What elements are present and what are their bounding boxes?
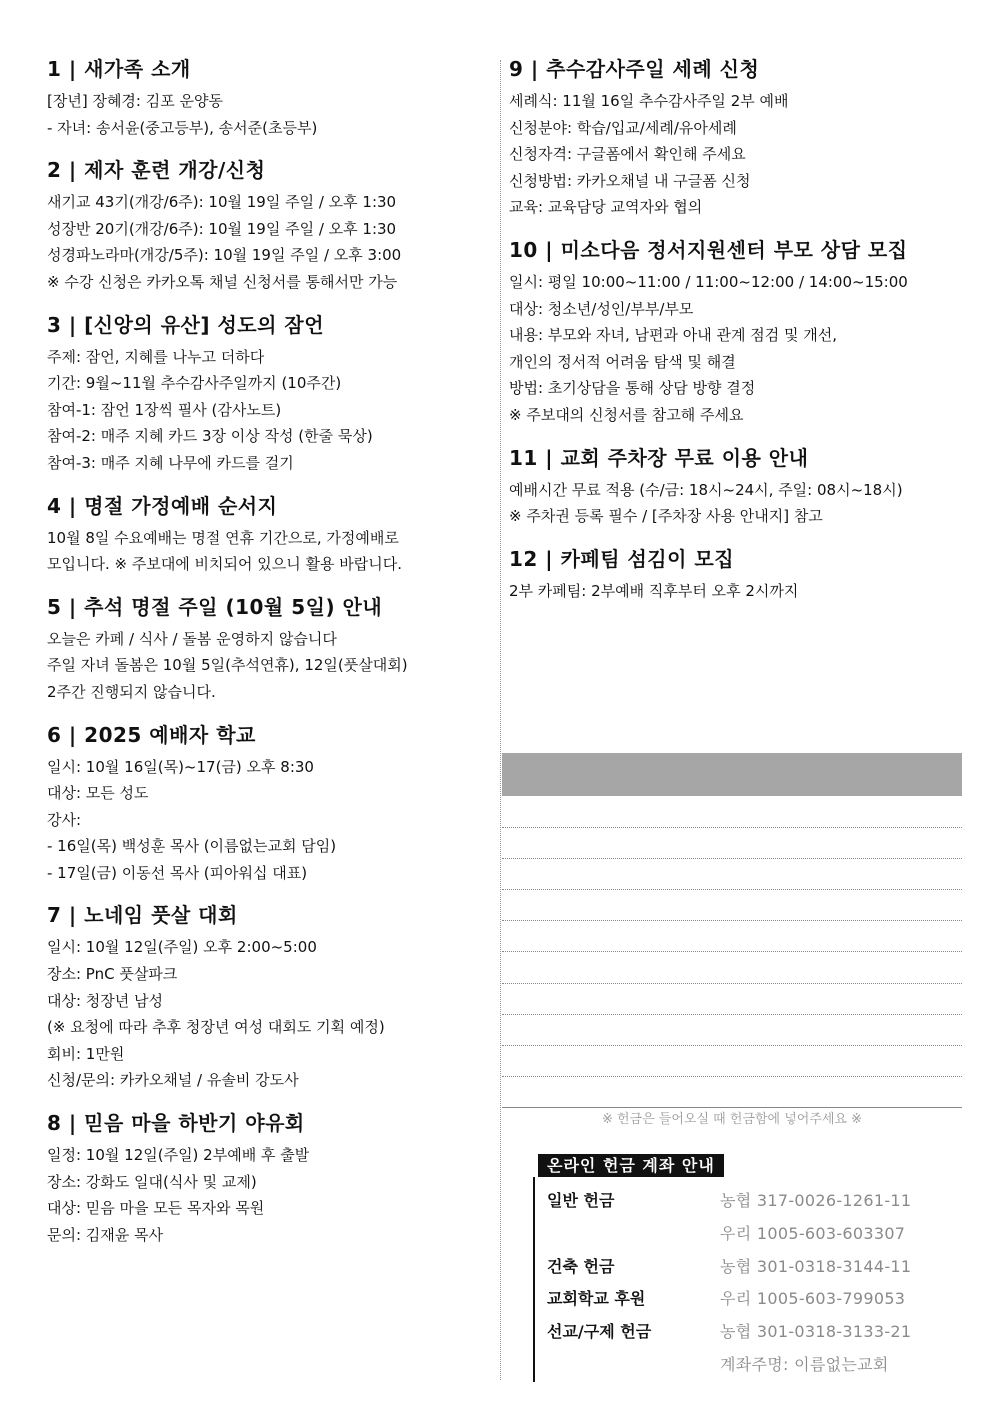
account-name: 선교/구제 헌금 [547, 1322, 652, 1341]
section-line: ※ 수강 신청은 카카오톡 채널 신청서를 통해서만 가능 [47, 272, 398, 291]
section-line: 일시: 평일 10:00~11:00 / 11:00~12:00 / 14:00~15:00 [509, 272, 908, 291]
section-line: 대상: 믿음 마을 모든 목자와 목원 [47, 1199, 265, 1218]
notes-header-bar [502, 753, 962, 796]
section-line: 회비: 1만원 [47, 1044, 125, 1063]
section-line: 대상: 모든 성도 [47, 784, 149, 803]
right-column [509, 56, 964, 604]
account-holder: 계좌주명: 이름없는교회 [720, 1355, 889, 1374]
section-discipleship [47, 157, 487, 295]
section-cafe-team [509, 546, 964, 605]
account-name: 교회학교 후원 [547, 1289, 646, 1308]
account-number: 우리 1005-603-799053 [720, 1289, 906, 1308]
online-offering-title: 온라인 헌금 계좌 안내 [538, 1154, 724, 1177]
column-divider [500, 60, 501, 1380]
section-parking [509, 445, 964, 530]
section-new-family [47, 56, 487, 141]
section-line: ※ 주차권 등록 필수 / [주차장 사용 안내지] 참고 [509, 507, 823, 526]
offering-note: ※ 헌금은 들어오실 때 헌금함에 넣어주세요 ※ [601, 1112, 863, 1127]
section-line: 10월 8일 수요예배는 명절 연휴 기간으로, 가정예배로 [47, 528, 399, 547]
section-line: 오늘은 카페 / 식사 / 돌봄 운영하지 않습니다 [47, 629, 337, 648]
section-line: 교육: 교육담당 교역자와 협의 [509, 198, 703, 217]
section-line: - 자녀: 송서윤(중고등부), 송서준(초등부) [47, 118, 318, 137]
section-line: 일정: 10월 12일(주일) 2부예배 후 출발 [47, 1146, 310, 1165]
section-line: 문의: 김재윤 목사 [47, 1225, 164, 1244]
section-line: 참여-2: 매주 지혜 카드 3장 이상 작성 (한줄 묵상) [47, 427, 373, 446]
section-chuseok [47, 594, 487, 706]
section-title: 4 | 명절 가정예배 순서지 [47, 493, 278, 518]
account-number: 농협 317-0026-1261-11 [720, 1191, 912, 1210]
section-family-worship [47, 493, 487, 578]
section-line: 2부 카페팀: 2부예배 직후부터 오후 2시까지 [509, 581, 799, 600]
section-line: 방법: 초기상담을 통해 상담 방향 결정 [509, 379, 756, 398]
account-number: 농협 301-0318-3133-21 [720, 1322, 912, 1341]
section-title: 11 | 교회 주차장 무료 이용 안내 [509, 445, 809, 470]
section-title: 5 | 추석 명절 주일 (10월 5일) 안내 [47, 594, 383, 619]
note-line [502, 1076, 962, 1077]
section-line: 2주간 진행되지 않습니다. [47, 682, 216, 701]
section-line: 내용: 부모와 자녀, 남편과 아내 관계 점검 및 개선, [509, 326, 838, 345]
account-number: 농협 301-0318-3144-11 [720, 1257, 912, 1276]
section-picnic [47, 1110, 487, 1248]
section-title: 6 | 2025 예배자 학교 [47, 722, 256, 747]
account-number: 우리 1005-603-603307 [720, 1224, 906, 1243]
left-column [47, 56, 487, 1248]
note-line [502, 858, 962, 859]
section-line: 대상: 청장년 남성 [47, 991, 164, 1010]
section-line: 일시: 10월 16일(목)~17(금) 오후 8:30 [47, 757, 314, 776]
section-line: ※ 주보대의 신청서를 참고해 주세요 [509, 405, 744, 424]
note-line [502, 1014, 962, 1015]
section-title: 12 | 카페팀 섬김이 모집 [509, 546, 735, 571]
section-line: 일시: 10월 12일(주일) 오후 2:00~5:00 [47, 938, 317, 957]
section-title: 7 | 노네임 풋살 대회 [47, 903, 238, 928]
section-line: 신청방법: 카카오채널 내 구글폼 신청 [509, 171, 751, 190]
section-line: 성장반 20기(개강/6주): 10월 19일 주일 / 오후 1:30 [47, 219, 397, 238]
section-line: 주제: 잠언, 지혜를 나누고 더하다 [47, 347, 265, 366]
account-name: 일반 헌금 [547, 1191, 615, 1210]
note-line [502, 920, 962, 921]
section-line: 장소: PnC 풋살파크 [47, 965, 178, 984]
section-line: 예배시간 무료 적용 (수/금: 18시~24시, 주일: 08시~18시) [509, 480, 903, 499]
section-line: 주일 자녀 돌봄은 10월 5일(추석연휴), 12일(풋살대회) [47, 656, 408, 675]
section-line: 신청분야: 학습/입교/세례/유아세례 [509, 118, 737, 137]
note-line [502, 951, 962, 952]
section-line: 장소: 강화도 일대(식사 및 교제) [47, 1172, 257, 1191]
section-line: (※ 요청에 따라 추후 청장년 여성 대회도 기획 예정) [47, 1018, 385, 1037]
section-line: 강사: [47, 810, 82, 829]
section-worship-school [47, 722, 487, 887]
account-name: 건축 헌금 [547, 1257, 615, 1276]
section-title: 10 | 미소다음 정서지원센터 부모 상담 모집 [509, 237, 908, 262]
section-title: 9 | 추수감사주일 세례 신청 [509, 57, 760, 81]
note-line [502, 983, 962, 984]
section-title: 8 | 믿음 마을 하반기 야유회 [47, 1111, 305, 1136]
note-line [502, 889, 962, 890]
section-line: 세례식: 11월 16일 추수감사주일 2부 예배 [509, 92, 789, 110]
section-line: 기간: 9월~11월 추수감사주일까지 (10주간) [47, 374, 342, 393]
section-proverbs [47, 312, 487, 477]
section-line: - 16일(목) 백성훈 목사 (이름없는교회 담임) [47, 837, 337, 856]
section-line: [장년] 장혜경: 김포 운양동 [47, 92, 223, 110]
section-futsal [47, 902, 487, 1094]
section-line: 모입니다. ※ 주보대에 비치되어 있으니 활용 바랍니다. [47, 555, 403, 574]
section-title: 3 | [신앙의 유산] 성도의 잠언 [47, 312, 325, 337]
section-line: 신청자격: 구글폼에서 확인해 주세요 [509, 145, 746, 164]
section-baptism [509, 56, 964, 221]
section-line: 신청/문의: 카카오채널 / 유솔비 강도사 [47, 1071, 299, 1090]
section-title: 2 | 제자 훈련 개강/신청 [47, 158, 266, 183]
section-line: 참여-3: 매주 지혜 나무에 카드를 걸기 [47, 453, 294, 472]
section-line: 새기교 43기(개강/6주): 10월 19일 주일 / 오후 1:30 [47, 193, 397, 212]
section-line: 개인의 정서적 어려움 탐색 및 해결 [509, 352, 736, 371]
note-line [502, 827, 962, 828]
note-line [502, 1045, 962, 1046]
section-counseling [509, 237, 964, 429]
section-line: 대상: 청소년/성인/부부/부모 [509, 299, 694, 318]
section-line: 성경파노라마(개강/5주): 10월 19일 주일 / 오후 3:00 [47, 246, 402, 265]
online-offering-border [533, 1177, 535, 1382]
section-title: 1 | 새가족 소개 [47, 57, 191, 81]
notes-bottom-rule [502, 1107, 962, 1108]
section-line: - 17일(금) 이동선 목사 (피아워십 대표) [47, 863, 308, 882]
section-line: 참여-1: 잠언 1장씩 필사 (감사노트) [47, 400, 282, 419]
